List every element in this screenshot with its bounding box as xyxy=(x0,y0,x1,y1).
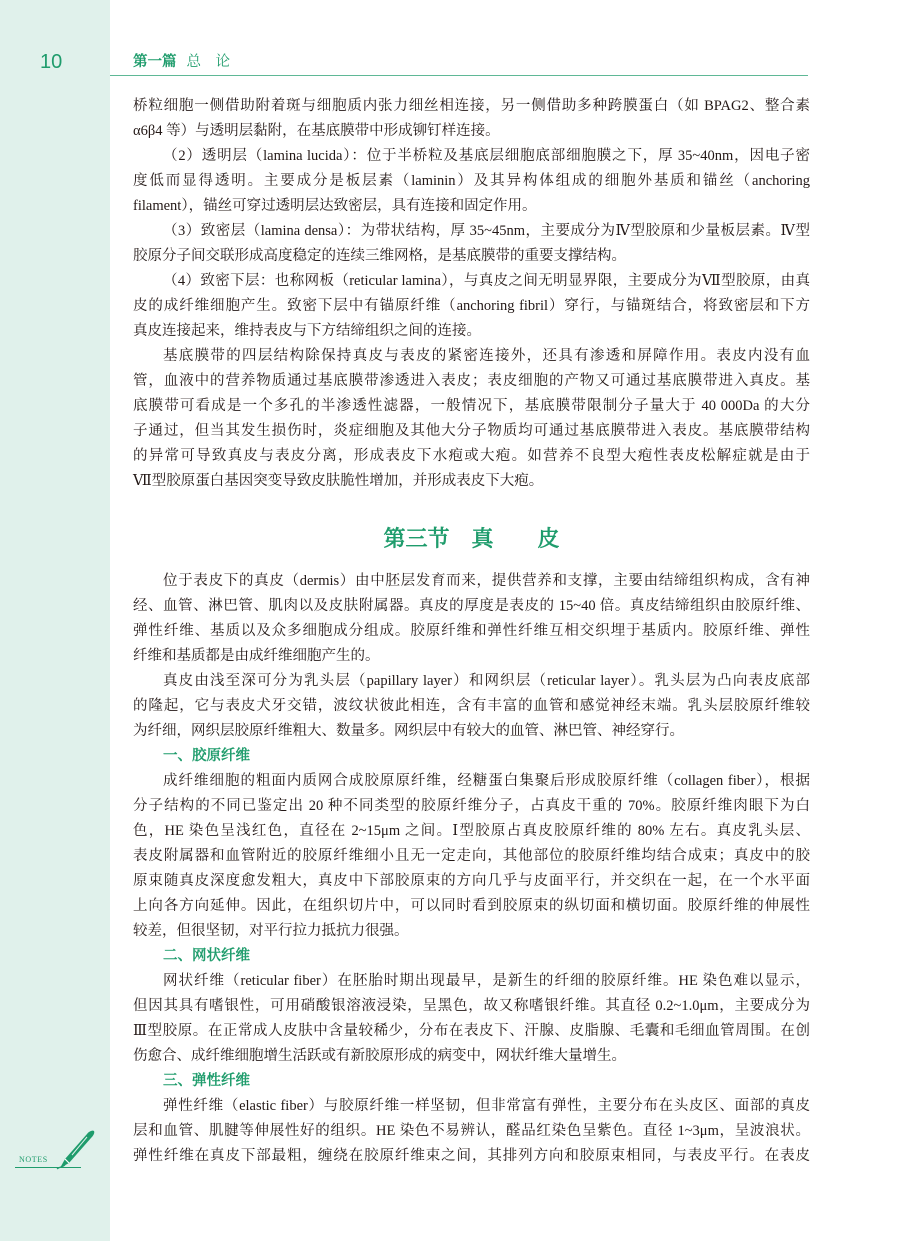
paragraph xyxy=(133,969,810,1069)
paragraph xyxy=(133,669,810,744)
text-line: 上向各方向延伸。因此，在组织切片中，可以同时看到胶原束的纵切面和横切面。胶原纤维的伸展性 xyxy=(133,898,810,914)
text-line: 但因其具有嗜银性，可用硝酸银溶液浸染，呈黑色，故又称嗜银纤维。其直径 0.2~1.0μm，主要成分为 xyxy=(133,998,810,1014)
part-title: 总 论 xyxy=(186,54,230,70)
text-line: 弹性纤维、基质以及众多细胞成分组成。胶原纤维和弹性纤维互相交织埋于基质内。胶原纤维、弹性 xyxy=(133,623,810,639)
paragraph xyxy=(133,144,810,219)
paragraph xyxy=(133,1094,810,1169)
text-line: 分子结构的不同已鉴定出 20 种不同类型的胶原纤维分子，占真皮干重的 70%。胶原纤维肉眼下为白 xyxy=(133,798,810,814)
page-body xyxy=(133,94,810,1169)
pen-icon xyxy=(56,1128,96,1170)
section-heading: 第三节 真 皮 xyxy=(383,527,560,552)
text-line: 为纤细，网织层胶原纤维粗大、数量多。网织层中有较大的血管、淋巴管、神经穿行。 xyxy=(133,723,684,739)
paragraph xyxy=(133,219,810,269)
subheading-collagen-fiber: 一、胶原纤维 xyxy=(163,748,250,764)
text-line: 弹性纤维（elastic fiber）与胶原纤维一样坚韧，但非常富有弹性，主要分布在头皮区、面部的真皮 xyxy=(163,1098,810,1114)
text-line: （4）致密下层：也称网板（reticular lamina），与真皮之间无明显界限，主要成分为Ⅶ型胶原，由真 xyxy=(163,273,810,289)
text-line: 成纤维细胞的粗面内质网合成胶原原纤维，经糖蛋白集聚后形成胶原纤维（collagen fiber），根据 xyxy=(163,773,810,789)
text-line: filament），锚丝可穿过透明层达致密层，具有连接和固定作用。 xyxy=(133,198,537,214)
paragraph xyxy=(133,344,810,494)
text-line: 经、血管、淋巴管、肌肉以及皮肤附属器。真皮的厚度是表皮的 15~40 倍。真皮结缔组织由胶原纤维、 xyxy=(133,598,810,614)
running-head xyxy=(133,52,230,72)
paragraph xyxy=(133,769,810,944)
text-line: Ⅲ型胶原。在正常成人皮肤中含量较稀少，分布在表皮下、汗腺、皮脂腺、毛囊和毛细血管周围。在创 xyxy=(133,1023,810,1039)
subheading-reticular-fiber: 二、网状纤维 xyxy=(163,948,250,964)
text-line: 子通过，但当其发生损伤时，炎症细胞及其他大分子物质均可通过基底膜带进入表皮。基底膜带结构 xyxy=(133,423,810,439)
text-line: 度低而显得透明。主要成分是板层素（laminin）及其异构体组成的细胞外基质和锚丝（anchoring xyxy=(133,173,810,189)
text-line: Ⅶ型胶原蛋白基因突变导致皮肤脆性增加，并形成表皮下大疱。 xyxy=(133,473,544,489)
text-line: 位于表皮下的真皮（dermis）由中胚层发育而来，提供营养和支撑，主要由结缔组织构成，含有神 xyxy=(163,573,810,589)
text-line: 桥粒细胞一侧借助附着斑与细胞质内张力细丝相连接，另一侧借助多种跨膜蛋白（如 BPAG2、整合素 xyxy=(133,98,810,114)
text-line: （2）透明层（lamina lucida）：位于半桥粒及基底层细胞底部细胞膜之下，厚 35~40nm，因电子密 xyxy=(163,148,810,164)
text-line: （3）致密层（lamina densa）：为带状结构，厚 35~45nm，主要成分为Ⅳ型胶原和少量板层素。Ⅳ型 xyxy=(163,223,810,239)
text-line: α6β4 等）与透明层黏附，在基底膜带中形成铆钉样连接。 xyxy=(133,123,500,139)
text-line: 网状纤维（reticular fiber）在胚胎时期出现最早，是新生的纤细的胶原纤维。HE 染色难以显示， xyxy=(163,973,810,989)
paragraph xyxy=(133,569,810,669)
page-number: 10 xyxy=(40,51,63,73)
text-line: 真皮连接起来，维持表皮与下方结缔组织之间的连接。 xyxy=(133,323,481,339)
text-line: 纤维和基质都是由成纤维细胞产生的。 xyxy=(133,648,380,664)
text-line: 较差，但很坚韧，对平行拉力抵抗力很强。 xyxy=(133,923,409,939)
text-line: 底膜带可看成是一个多孔的半渗透性滤器，一般情况下，基底膜带限制分子量大于 40 000Da 的大分 xyxy=(133,398,810,414)
text-line: 胶原分子间交联形成高度稳定的连续三维网格，是基底膜带的重要支撑结构。 xyxy=(133,248,626,264)
text-line: 伤愈合、成纤维细胞增生活跃或有新胶原形成的病变中，网状纤维大量增生。 xyxy=(133,1048,626,1064)
part-label: 第一篇 xyxy=(133,54,177,70)
text-line: 弹性纤维在真皮下部最粗，缠绕在胶原纤维束之间，其排列方向和胶原束相同，与表皮平行。在表皮 xyxy=(133,1148,810,1164)
text-line: 真皮由浅至深可分为乳头层（papillary layer）和网织层（reticular layer）。乳头层为凸向表皮底部 xyxy=(163,673,810,689)
margin-sidebar xyxy=(0,0,110,1241)
paragraph xyxy=(133,269,810,344)
text-line: 表皮附属器和血管附近的胶原纤维细小且无一定走向，其他部位的胶原纤维均结合成束；真皮中的胶 xyxy=(133,848,810,864)
text-line: 基底膜带的四层结构除保持真皮与表皮的紧密连接外，还具有渗透和屏障作用。表皮内没有血 xyxy=(163,348,810,364)
text-line: 原束随真皮深度愈发粗大，真皮中下部胶原束的方向几乎与皮面平行，并交织在一起，在一个水平面 xyxy=(133,873,810,889)
text-line: 的异常可导致真皮与表皮分离，形成表皮下水疱或大疱。如营养不良型大疱性表皮松解症就是由于 xyxy=(133,448,810,464)
text-line: 皮的成纤维细胞产生。致密下层中有锚原纤维（anchoring fibril）穿行，与锚斑结合，将致密层和下方 xyxy=(133,298,810,314)
text-line: 层和血管、肌腱等伸展性好的组织。HE 染色不易辨认，醛品红染色呈紫色。直径 1~3μm，呈波浪状。 xyxy=(133,1123,810,1139)
text-line: 管，血液中的营养物质通过基底膜带渗透进入表皮；表皮细胞的产物又可通过基底膜带进入真皮。基 xyxy=(133,373,810,389)
subheading-elastic-fiber: 三、弹性纤维 xyxy=(163,1073,250,1089)
text-line: 色，HE 染色呈浅红色，直径在 2~15μm 之间。Ⅰ型胶原占真皮胶原纤维的 80% 左右。真皮乳头层、 xyxy=(133,823,810,839)
text-line: 的隆起，它与表皮犬牙交错，波纹状彼此相连，含有丰富的血管和感觉神经末端。乳头层胶原纤维较 xyxy=(133,698,810,714)
header-divider xyxy=(110,75,808,76)
notes-label: NOTES xyxy=(19,1155,48,1164)
paragraph xyxy=(133,94,810,144)
